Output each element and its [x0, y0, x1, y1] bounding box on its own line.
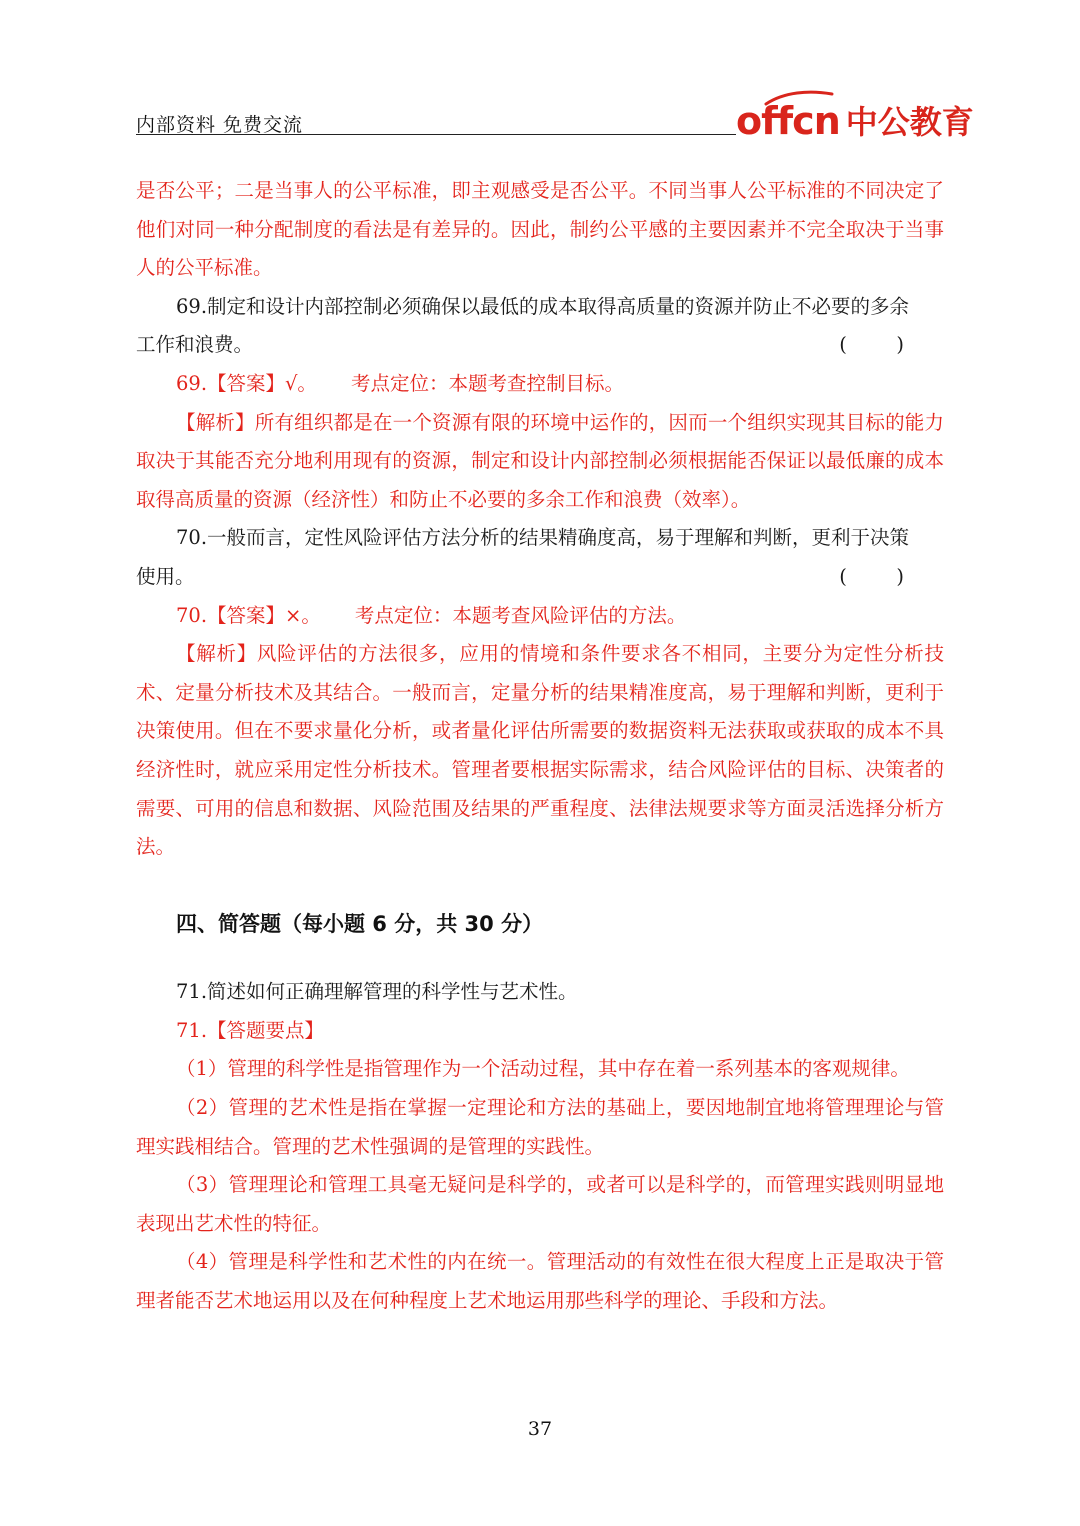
q69-question-line2-row: [136, 326, 944, 365]
q70-question-line2: 使用。: [136, 564, 195, 588]
header-rule: [136, 134, 736, 135]
q69-answer: 69.【答案】√。: [176, 371, 317, 395]
q69-question-line1: 69.制定和设计内部控制必须确保以最低的成本取得高质量的资源并防止不必要的多余: [176, 294, 910, 318]
q71-point-4: （4）管理是科学性和艺术性的内在统一。管理活动的有效性在很大程度上正是取决于管理者能否艺术地运用以及在何种程度上艺术地运用那些科学的理论、手段和方法。: [136, 1250, 944, 1313]
logo-cn: 中公教育: [845, 103, 974, 141]
q69-answer-row: [136, 365, 944, 404]
intro-paragraph: 是否公平；二是当事人的公平标准，即主观感受是否公平。不同当事人公平标准的不同决定了他们对同一种分配制度的看法是有差异的。因此，制约公平感的主要因素并不完全取决于当事人的公平标准。: [136, 179, 944, 280]
q71-point-2: （2）管理的艺术性是指在掌握一定理论和方法的基础上，要因地制宜地将管理理论与管理实践相结合。管理的艺术性强调的是管理的实践性。: [136, 1096, 944, 1158]
header-left-text: 内部资料 免费交流: [136, 114, 304, 136]
q70-answer-row: [136, 597, 944, 636]
logo-swoosh-icon: [764, 90, 834, 106]
q70-question-line1: 70.一般而言，定性风险评估方法分析的结果精确度高，易于理解和判断，更利于决策: [176, 526, 910, 550]
page-number: 37: [527, 1418, 553, 1440]
brand-logo: [736, 92, 974, 143]
q71-point-1: （1）管理的科学性是指管理作为一个活动过程，其中存在着一系列基本的客观规律。: [176, 1057, 910, 1081]
logo-offcn-text: [736, 99, 840, 143]
q69-locate: 考点定位：本题考查控制目标。: [350, 371, 624, 395]
q70-locate: 考点定位：本题考查风险评估的方法。: [354, 603, 687, 627]
section-title: 四、简答题（每小题 6 分，共 30 分）: [176, 911, 544, 936]
q71-question: 71.简述如何正确理解管理的科学性与艺术性。: [176, 980, 578, 1004]
q69-analysis: 【解析】所有组织都是在一个资源有限的环境中运作的，因而一个组织实现其目标的能力取决于其能否充分地利用现有的资源，制定和设计内部控制必须根据能否保证以最低廉的成本取得高质量的资源（经济性）和防止不必要的多余工作和浪费（效率）。: [136, 410, 944, 511]
q70-blank: ( ): [839, 564, 904, 588]
q71-point-3: （3）管理理论和管理工具毫无疑问是科学的，或者可以是科学的，而管理实践则明显地表现出艺术性的特征。: [136, 1173, 944, 1235]
q69-question-line2: 工作和浪费。: [136, 333, 254, 357]
document-body: [136, 172, 944, 1321]
q71-answer-head: 71.【答题要点】: [176, 1018, 325, 1042]
q69-blank: ( ): [839, 333, 904, 357]
q70-analysis: 【解析】风险评估的方法很多，应用的情境和条件要求各不相同，主要分为定性分析技术、定量分析技术及其结合。一般而言，定量分析的结果精准度高，易于理解和判断，更利于决策使用。但在不要求量化分析，或者量化评估所需要的数据资料无法获取或获取的成本不具经济性时，就应采用定性分析技术。管理者要根据实际需求，结合风险评估的目标、决策者的需要、可用的信息和数据、风险范围及结果的严重程度、法律法规要求等方面灵活选择分析方法。: [136, 642, 944, 859]
logo-en: offcn: [736, 99, 840, 143]
q70-answer: 70.【答案】×。: [176, 603, 321, 627]
q70-question-line2-row: [136, 558, 944, 597]
